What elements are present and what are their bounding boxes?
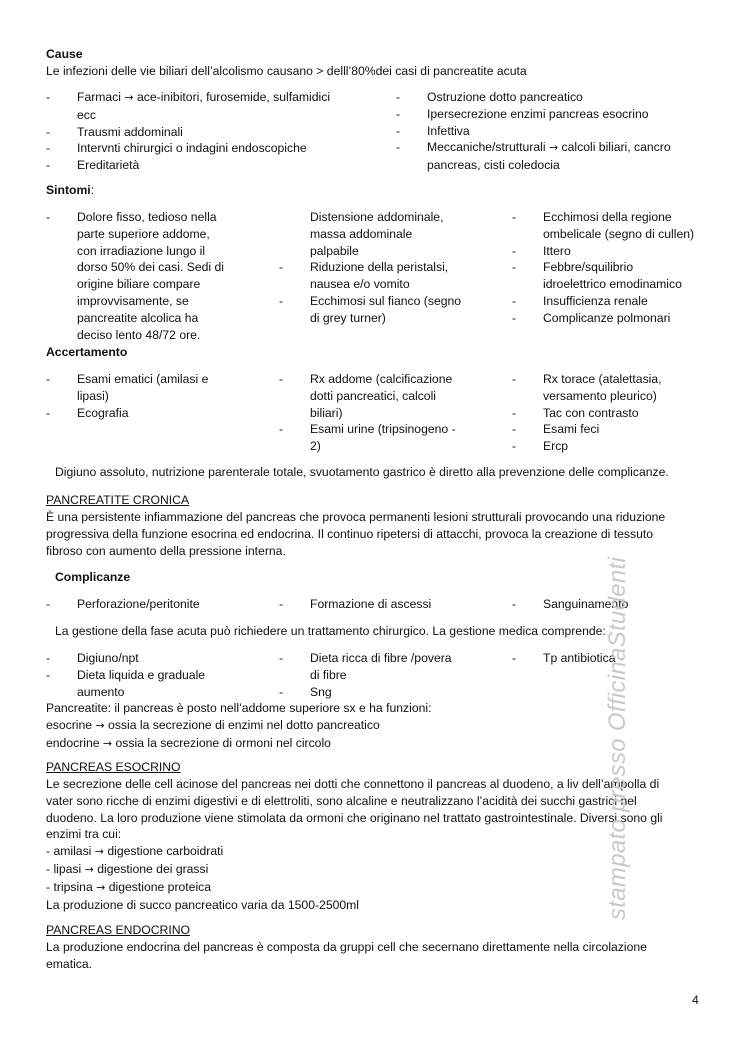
sintomi-col2	[279, 209, 489, 327]
list-item: - Esami feci	[512, 421, 712, 438]
accertamento-col1	[46, 371, 246, 421]
list-item: - Tac con contrasto	[512, 405, 712, 422]
list-item: - Trausmi addominali	[46, 124, 386, 141]
cronica-paragraph: È una persistente infiammazione del pancreas che provoca permanenti lesioni strutturali provocando una riduzione progressiva della funzione esocrina ed endocrina. Il continuo ripetersi di attacchi, provoca la creazione di tessuto fibroso con aumento della pressione interna.	[46, 510, 666, 558]
enzyme-item: - tripsina → digestione proteica	[46, 879, 212, 894]
list-item: - Ittero	[512, 243, 712, 260]
list-item: - Riduzione della peristalsi, nausea e/o vomito	[279, 259, 489, 293]
cause-left-list	[46, 89, 386, 174]
list-item: - Esami urine (tripsinogeno - 2)	[279, 421, 489, 455]
sintomi-heading: Sintomi:	[46, 183, 95, 197]
accertamento-col3	[512, 371, 712, 455]
list-item: - Sanguinamento	[512, 596, 712, 613]
list-item: - Digiuno/npt	[46, 650, 266, 667]
list-item: - Ostruzione dotto pancreatico	[396, 89, 702, 106]
arrow-icon: →	[124, 91, 134, 104]
arrow-icon: →	[94, 845, 104, 859]
list-item: - Ercp	[512, 438, 712, 455]
complicanze-heading: Complicanze	[55, 570, 131, 584]
list-item: - Insufficienza renale	[512, 293, 712, 310]
arrow-icon: →	[96, 880, 106, 894]
gestione-paragraph: La gestione della fase acuta può richiedere un trattamento chirurgico. La gestione medica comprende:	[55, 624, 606, 638]
digiuno-paragraph: Digiuno assoluto, nutrizione parenterale totale, svuotamento gastrico è diretto alla prevenzione delle complicanze.	[55, 465, 669, 479]
list-item: - Dolore fisso, tedioso nella parte superiore addome, con irradiazione lungo il dorso 50% dei casi. Sedi di origine biliare compare improvvisamente, se pancreatite alcolica ha deciso lento 48/72 ore.	[46, 209, 246, 343]
terapia-col2	[279, 650, 499, 700]
list-item: - Rx addome (calcificazione dotti pancreatici, calcoli biliari)	[279, 371, 489, 421]
endocrino-title: PANCREAS ENDOCRINO	[46, 923, 191, 937]
arrow-icon: →	[548, 141, 559, 155]
list-item: - Ecchimosi della regione ombelicale (segno di cullen)	[512, 209, 712, 243]
cause-intro: Le infezioni delle vie biliari dell’alcolismo causano > delll’80%dei casi di pancreatite acuta	[46, 63, 527, 78]
list-item: - Farmaci → ace-inibitori, furosemide, sulfamidici ecc	[46, 89, 386, 124]
endocrino-paragraph: La produzione endocrina del pancreas è composta da gruppi cell che secernano direttamente nella circolazione ematica.	[46, 940, 647, 971]
accertamento-heading: Accertamento	[46, 345, 128, 359]
list-item: - Ipersecrezione enzimi pancreas esocrino	[396, 106, 702, 123]
list-item: - Infettiva	[396, 123, 702, 140]
list-item: Distensione addominale, massa addominale palpabile	[310, 210, 444, 258]
sintomi-col3	[512, 209, 712, 327]
cause-section	[46, 46, 702, 80]
accertamento-col2	[279, 371, 489, 455]
list-item: - Perforazione/peritonite	[46, 596, 266, 613]
sintomi-col1	[46, 209, 246, 343]
list-item: - Sng	[279, 684, 499, 701]
esocrino-title: PANCREAS ESOCRINO	[46, 760, 181, 774]
list-item: - Dieta liquida e graduale aumento	[46, 667, 266, 701]
complicanze-col2	[279, 596, 499, 613]
list-item: - Dieta ricca di fibre /povera di fibre	[279, 650, 499, 684]
enzyme-item: - amilasi → digestione carboidrati	[46, 844, 224, 859]
list-item: - Febbre/squilibrio idroelettrico emodinamico	[512, 259, 712, 293]
list-item: - Meccaniche/strutturali → calcoli biliari, cancro pancreas, cisti coledocia	[396, 139, 702, 174]
list-item: - Intervnti chirurgici o indagini endoscopiche	[46, 140, 386, 157]
page-number: 4	[692, 993, 699, 1007]
list-item: - Formazione di ascessi	[279, 596, 499, 613]
arrow-icon: →	[95, 718, 105, 732]
arrow-icon: →	[84, 862, 94, 876]
list-item: - Complicanze polmonari	[512, 310, 712, 327]
watermark: stampato presso OfficinaStudenti	[604, 556, 631, 920]
cause-right-list	[396, 89, 702, 174]
esocrino-paragraph: Le secrezione delle cell acinose del pancreas nei dotti che connettono il pancreas al duodeno, a liv dell’ampolla di vater sono ricche di enzimi digestivi e di elettroliti, sono alcaline e neutralizzano l’acidità dei succhi gastrici nel duodeno. La loro produzione viene stimolata da ormoni che originano nel trattato gastrointestinale. Diversi sono gli enzimi tra cui: - amilasi → digestione carboidrati - lipasi → digestione dei grassi - tripsina → digestione proteica La produzione di succo pancreatico varia da 1500-2500ml	[46, 776, 702, 913]
terapia-col1	[46, 650, 266, 700]
cronica-title: PANCREATITE CRONICA	[46, 493, 190, 507]
enzyme-item: - lipasi → digestione dei grassi	[46, 861, 209, 876]
cause-heading: Cause	[46, 47, 83, 61]
list-item: - Esami ematici (amilasi e lipasi)	[46, 371, 246, 405]
list-item: - Tp antibiotica	[512, 650, 712, 667]
pancreatite-functions: Pancreatite: il pancreas è posto nell’addome superiore sx e ha funzioni: esocrine → ossia la secrezione di enzimi nel dotto pancreatico endocrine → ossia la secrezione di ormoni nel circolo	[46, 701, 432, 750]
complicanze-col1	[46, 596, 266, 613]
arrow-icon: →	[102, 736, 113, 750]
list-item: - Rx torace (atalettasia, versamento pleurico)	[512, 371, 712, 405]
list-item: - Ecchimosi sul fianco (segno di grey turner)	[279, 293, 489, 327]
list-item: - Ecografia	[46, 405, 246, 422]
list-item: - Ereditarietà	[46, 157, 386, 174]
